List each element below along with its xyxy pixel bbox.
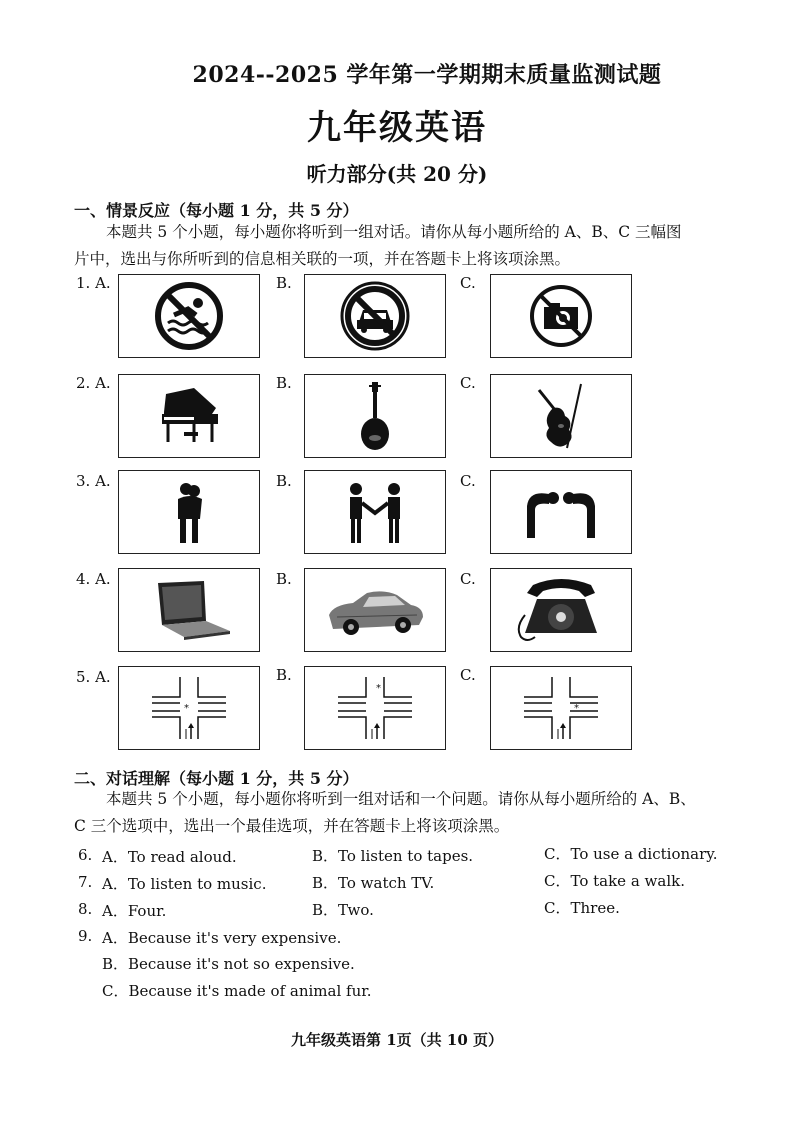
q3-label-c: C. [460,472,476,490]
q2-option-a[interactable] [118,374,260,458]
part-title: 听力部分(共 20 分) [306,162,488,186]
q2-label-b: B. [276,374,292,392]
bow-icon [519,482,603,542]
svg-text:*: * [376,683,381,694]
q5-label-c: C. [460,666,476,684]
section1-heading: 一、情景反应（每小题 1 分，共 5 分） [74,201,359,220]
hug-icon [164,479,214,545]
q5-label-a: 5. A. [76,668,111,686]
q2-option-c[interactable] [490,374,632,458]
map-left-icon [134,673,244,743]
subject-title: 九年级英语 [307,108,487,148]
q8-option-a[interactable]: A．Four. [102,902,167,920]
q2-label-c: C. [460,374,476,392]
q3-label-b: B. [276,472,292,490]
exam-title: 2024--2025 学年第一学期期末质量监测试题 [192,62,662,88]
q6-option-b[interactable]: B．To listen to tapes. [312,847,474,865]
q9-option-c[interactable]: C．Because it's made of animal fur. [102,982,372,1000]
telephone-icon [515,575,607,645]
q6-number: 6. [78,846,93,864]
section2-instruction-line2: C 三个选项中，选出一个最佳选项，并在答题卡上将该项涂黑。 [74,817,510,835]
no-driving-icon [339,280,411,352]
no-swimming-icon [154,281,224,351]
q7-option-b[interactable]: B．To watch TV. [312,874,435,892]
map-right-icon [506,673,616,743]
q5-label-b: B. [276,666,292,684]
section1-instructions [74,219,734,273]
q8-option-c[interactable]: C．Three. [544,899,620,917]
q9-number: 9. [78,927,93,945]
laptop-icon [144,579,234,641]
q7-option-c[interactable]: C．To take a walk. [544,872,685,890]
q1-label-c: C. [460,274,476,292]
section2-instruction-line1: 本题共 5 个小题，每小题你将听到一组对话和一个问题。请你从每小题所给的 A、B、 [106,790,696,808]
q6-option-a[interactable]: A．To read aloud. [102,848,237,866]
map-top-icon [320,673,430,743]
q3-option-c[interactable] [490,470,632,554]
violin-icon [531,380,591,452]
q1-label-a: 1. A. [76,274,111,292]
section1-instruction-line2: 片中，选出与你所听到的信息相关联的一项，并在答题卡上将该项涂黑。 [74,250,571,268]
q4-option-c[interactable] [490,568,632,652]
q5-option-a[interactable] [118,666,260,750]
q4-label-b: B. [276,570,292,588]
q1-label-b: B. [276,274,292,292]
q9-option-b[interactable]: B．Because it's not so expensive. [102,955,355,973]
q1-option-a[interactable] [118,274,260,358]
piano-icon [154,384,224,448]
handshake-icon [340,479,410,545]
q2-label-a: 2. A. [76,374,111,392]
car-icon [323,581,427,639]
q6-option-c[interactable]: C．To use a dictionary. [544,845,718,863]
q2-option-b[interactable] [304,374,446,458]
q9-option-a[interactable]: A．Because it's very expensive. [102,929,342,947]
q3-label-a: 3. A. [76,472,111,490]
q4-label-c: C. [460,570,476,588]
q4-option-b[interactable] [304,568,446,652]
q8-option-b[interactable]: B．Two. [312,901,374,919]
q5-option-c[interactable] [490,666,632,750]
q3-option-b[interactable] [304,470,446,554]
q3-option-a[interactable] [118,470,260,554]
page-footer: 九年级英语第 1页（共 10 页） [291,1031,503,1049]
q4-option-a[interactable] [118,568,260,652]
section2-instructions [74,786,734,840]
q4-label-a: 4. A. [76,570,111,588]
svg-text:*: * [574,703,579,714]
q1-option-b[interactable] [304,274,446,358]
no-camera-icon [528,283,594,349]
q7-number: 7. [78,873,93,891]
q5-option-b[interactable] [304,666,446,750]
pipa-icon [355,380,395,452]
svg-text:*: * [184,703,189,714]
q1-option-c[interactable] [490,274,632,358]
q7-option-a[interactable]: A．To listen to music. [102,875,267,893]
section1-instruction-line1: 本题共 5 个小题，每小题你将听到一组对话。请你从每小题所给的 A、B、C 三幅图 [106,223,682,241]
q8-number: 8. [78,900,93,918]
section2-heading: 二、对话理解（每小题 1 分，共 5 分） [74,769,359,788]
